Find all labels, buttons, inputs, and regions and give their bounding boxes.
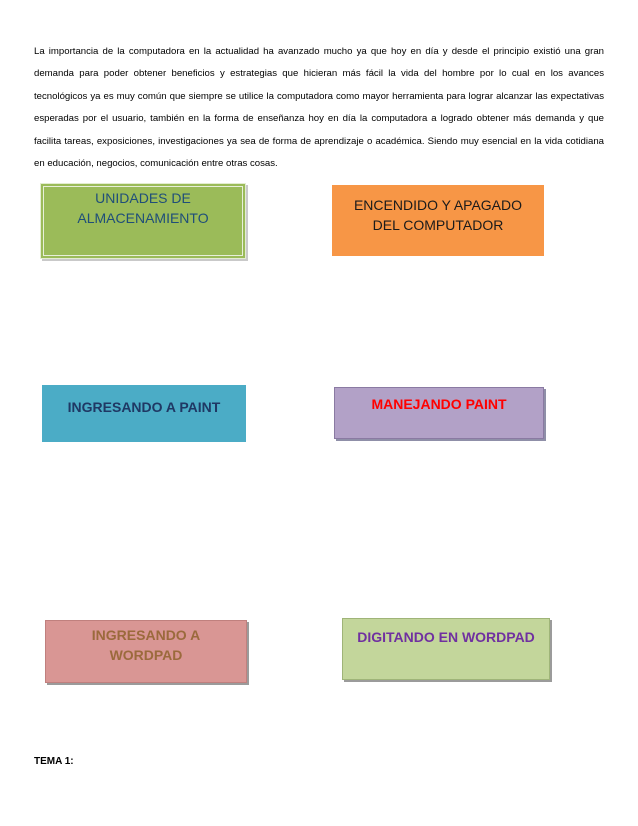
digitando-wordpad-box [342, 618, 550, 680]
ingresando-wordpad-line1: INGRESANDO A [91, 627, 201, 643]
tema-heading: TEMA 1: [34, 756, 74, 767]
ingresando-wordpad-box [45, 620, 247, 683]
intro-paragraph: La importancia de la computadora en la actualidad ha avanzado mucho ya que hoy en día y desde el principio existió una gran demanda para poder obtener beneficios y estrategias que hicieran más fácil la vida del hombre por lo cual en los avances tecnológicos ya es muy común que siempre se utilice la computadora como mayor herramienta para lograr alcanzar las expectativas esperadas por el usuario, también en la forma de enseñanza hoy en día la computadora a logrado obtener más demanda y que facilita tareas, exposiciones, investigaciones ya sea de forma de aprendizaje o académica. Siendo muy esencial en la vida cotidiana en educación, negocios, comunicación entre otras cosas. [34, 45, 604, 170]
ingresando-wordpad-line2: WORDPAD [109, 647, 183, 663]
ingresando-paint-label: INGRESANDO A PAINT [67, 399, 221, 415]
encendido-line2: DEL COMPUTADOR [372, 217, 504, 233]
unidades-line2: ALMACENAMIENTO [77, 210, 209, 226]
encendido-line1: ENCENDIDO Y APAGADO [353, 197, 523, 213]
ingresando-paint-box [42, 385, 246, 442]
digitando-wordpad-label: DIGITANDO EN WORDPAD [357, 629, 535, 645]
manejando-paint-label: MANEJANDO PAINT [371, 396, 507, 412]
manejando-paint-box [334, 387, 544, 439]
unidades-almacenamiento-box [40, 183, 246, 259]
unidades-line1: UNIDADES DE [95, 190, 191, 206]
encendido-apagado-box [332, 185, 544, 256]
